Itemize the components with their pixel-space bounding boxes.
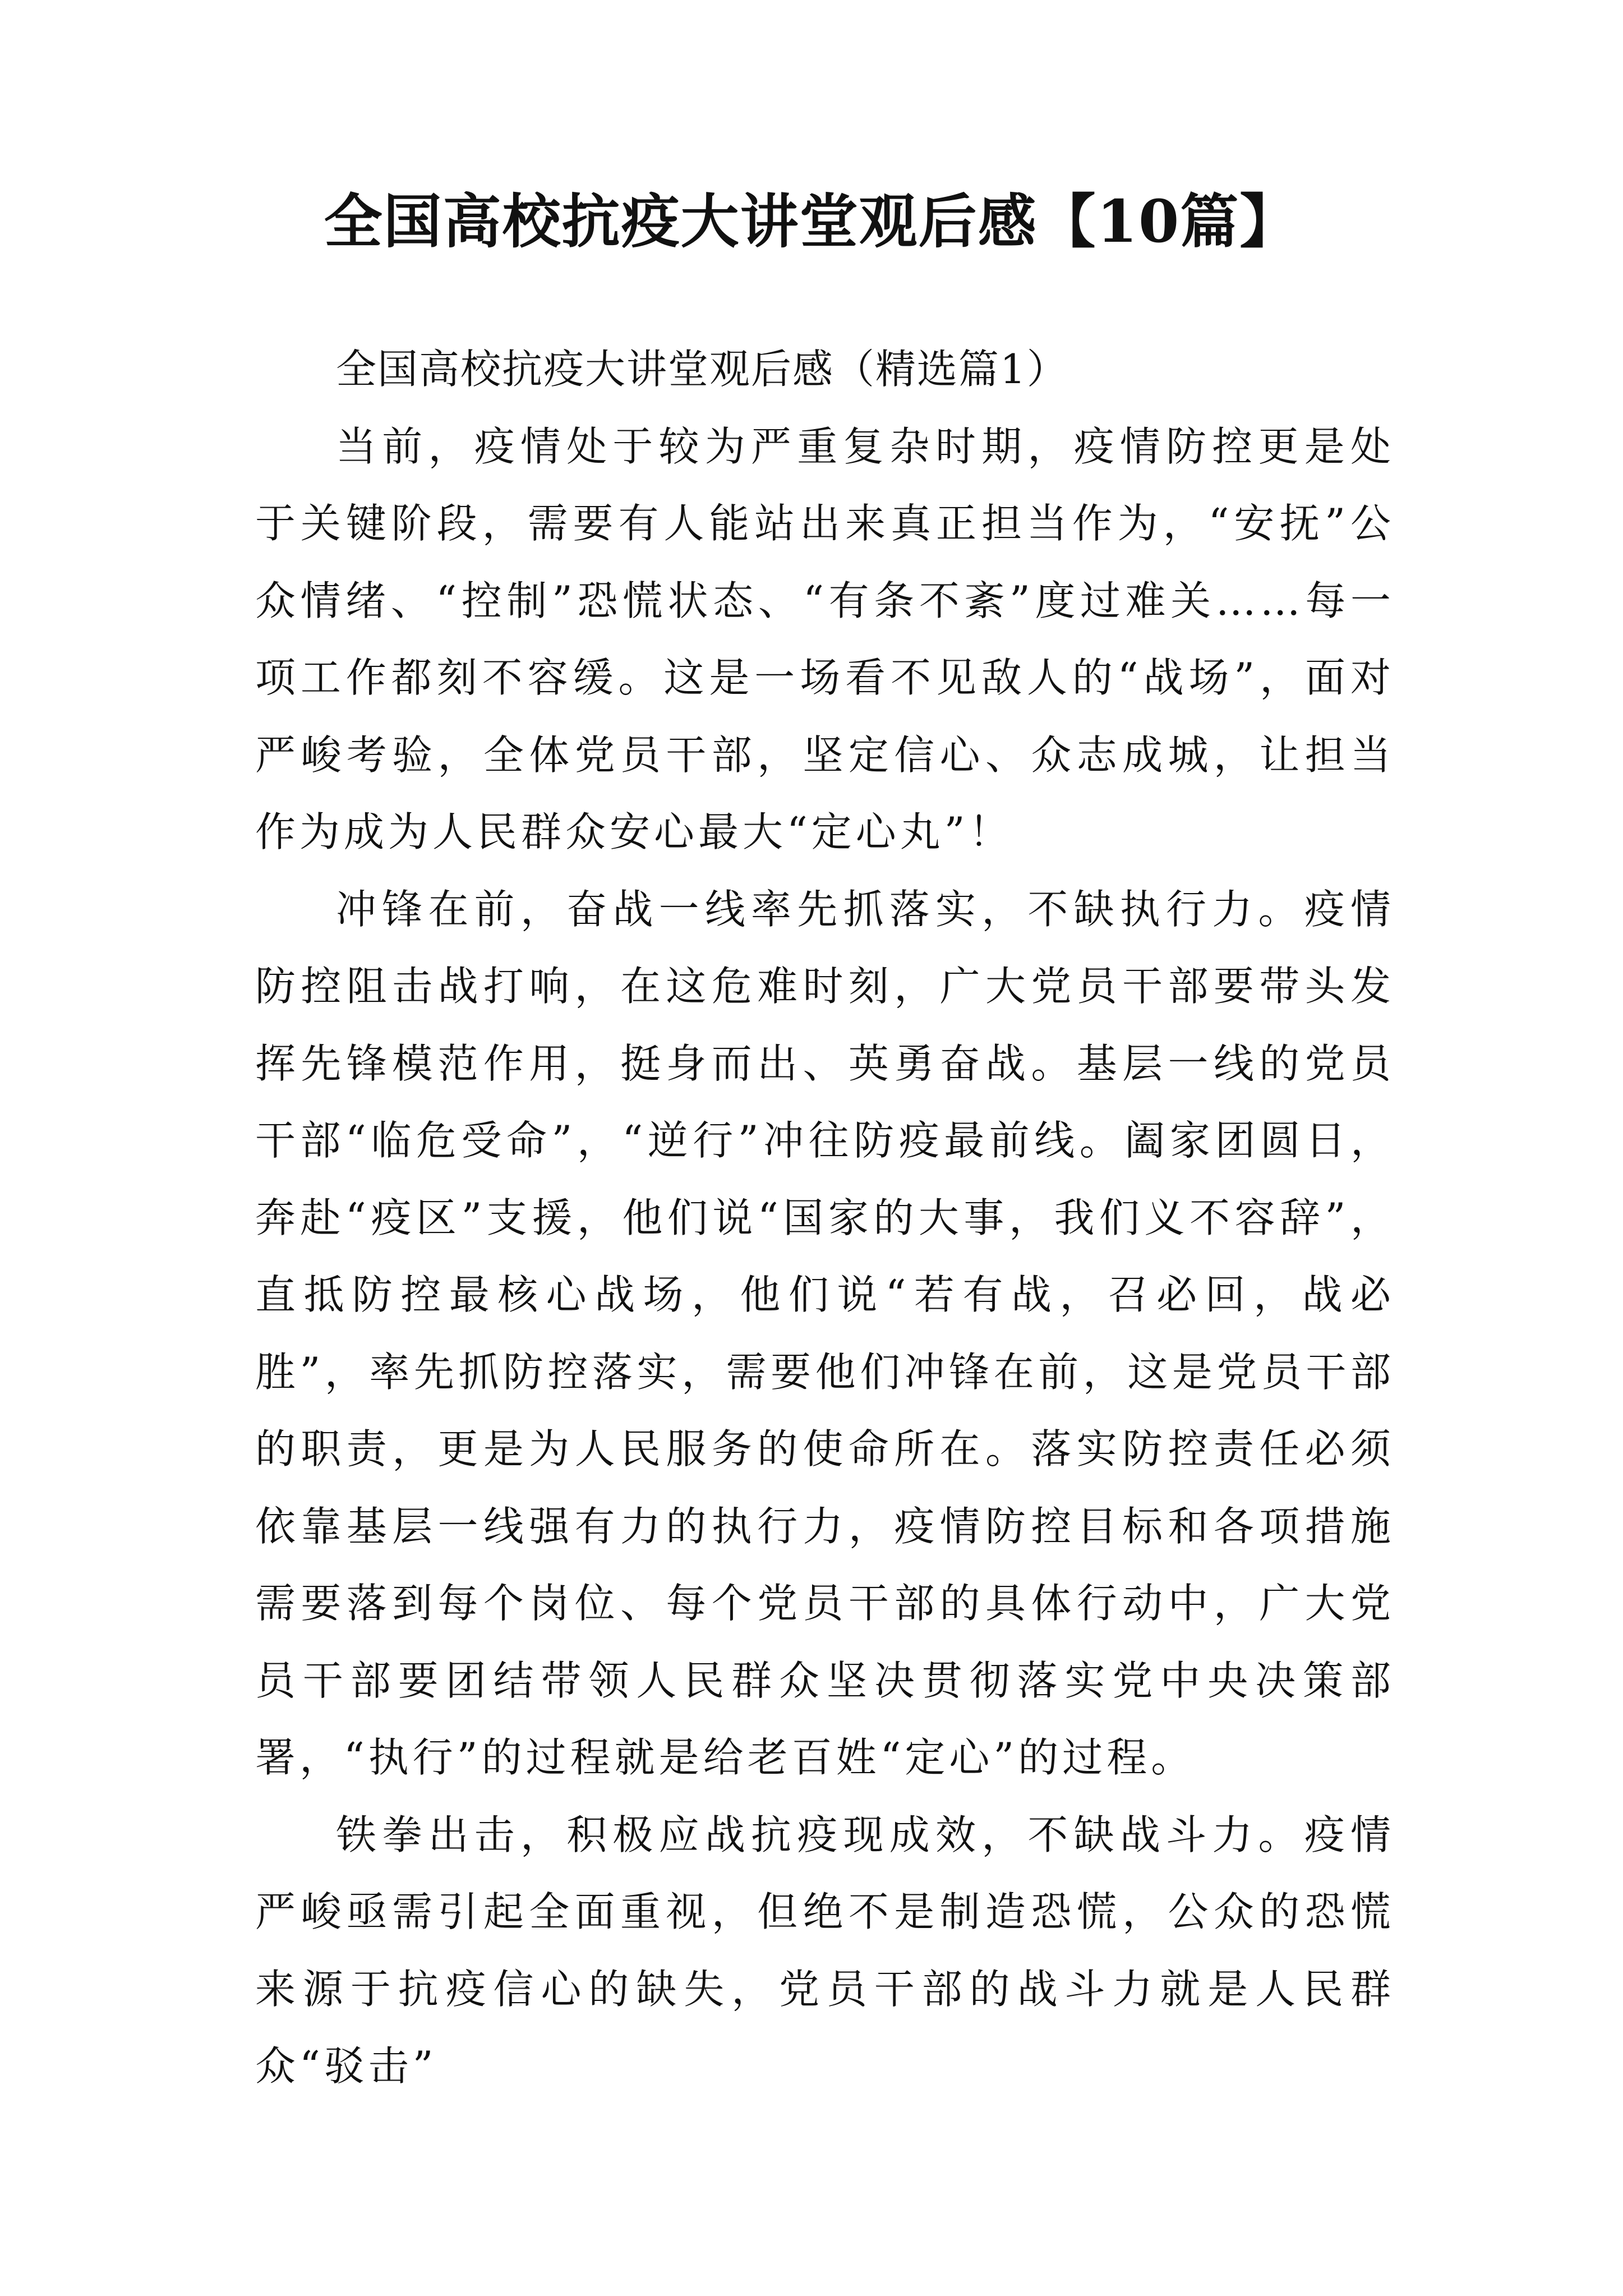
- paragraph-2: 冲锋在前，奋战一线率先抓落实，不缺执行力。疫情防控阻击战打响，在这危难时刻，广大党员干部要带头发挥先锋模范作用，挺身而出、英勇奋战。基层一线的党员干部“临危受命”，“逆行”冲往防疫最前线。阖家团圆日，奔赴“疫区”支援，他们说“国家的大事，我们义不容辞”，直抵防控最核心战场，他们说“若有战，召必回，战必胜”，率先抓防控落实，需要他们冲锋在前，这是党员干部的职责，更是为人民服务的使命所在。落实防控责任必须依靠基层一线强有力的执行力，疫情防控目标和各项措施需要落到每个岗位、每个党员干部的具体行动中，广大党员干部要团结带领人民群众坚决贯彻落实党中央决策部署，“执行”的过程就是给老百姓“定心”的过程。: [255, 885, 1395, 1781]
- document-title: 全国高校抗疫大讲堂观后感【10篇】: [324, 187, 1299, 256]
- paragraph-3: 铁拳出击，积极应战抗疫现成效，不缺战斗力。疫情严峻亟需引起全面重视，但绝不是制造恐慌，公众的恐慌来源于抗疫信心的缺失，党员干部的战斗力就是人民群众“驳击”: [255, 1811, 1395, 2090]
- document-body: [255, 331, 1395, 2105]
- section-heading: 全国高校抗疫大讲堂观后感（精选篇1）: [336, 346, 1068, 393]
- paragraph-1: 当前，疫情处于较为严重复杂时期，疫情防控更是处于关键阶段，需要有人能站出来真正担当作为，“安抚”公众情绪、“控制”恐慌状态、“有条不紊”度过难关……每一项工作都刻不容缓。这是一场看不见敌人的“战场”，面对严峻考验，全体党员干部，坚定信心、众志成城，让担当作为成为人民群众安心最大“定心丸”！: [255, 422, 1395, 855]
